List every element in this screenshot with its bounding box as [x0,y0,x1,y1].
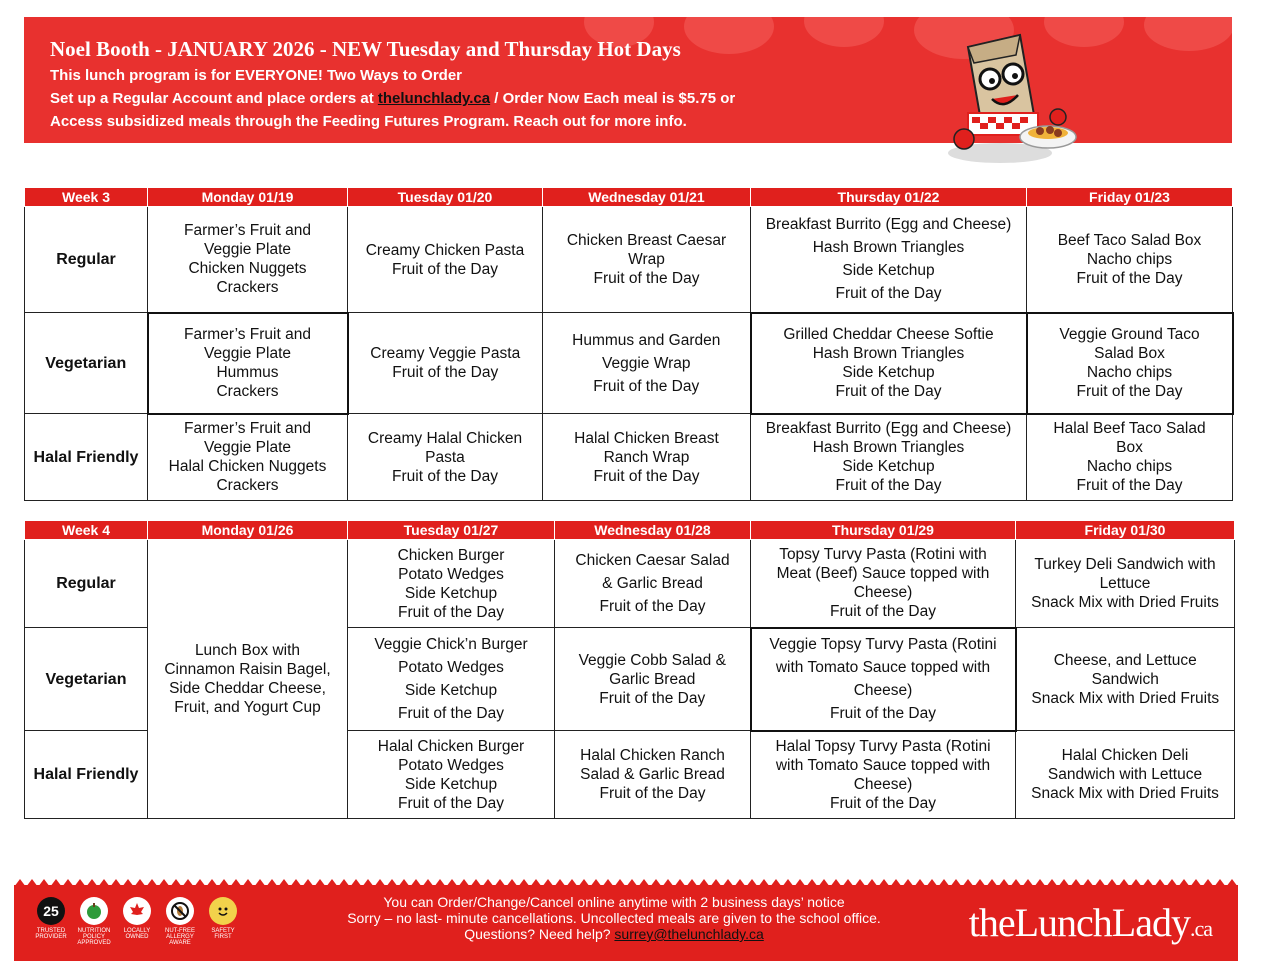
table-row [25,313,1233,414]
menu-item-line: Side Cheddar Cheese, [169,680,326,697]
nutrition-badge [75,897,113,946]
meal-type-label: Vegetarian [25,628,148,731]
menu-cell [1027,414,1233,501]
menu-item-line: Box [1116,439,1143,457]
menu-item-line: Chicken Nuggets [188,260,307,278]
menu-item-line: Nacho chips [1086,250,1173,268]
footer-line-2: Sorry – no last- minute cancellations. Uncollected meals are given to the school office. [347,910,881,926]
menu-item-line: Halal Chicken Burger [377,737,525,755]
menu-item-line: Cinnamon Raisin Bagel, [164,661,331,678]
menu-item-line: Breakfast Burrito (Egg and Cheese) [765,216,1012,234]
menu-item-line: Veggie Topsy Turvy Pasta (Rotini [769,636,997,653]
table-row [25,540,1235,628]
maple-leaf-icon [123,897,151,925]
menu-item-line: Fruit of the Day [835,477,942,495]
menu-item-line: Chicken Burger [397,546,505,564]
day-header: Tuesday 01/27 [348,521,555,540]
menu-item-line: Turkey Deli Sandwich with [1034,556,1216,573]
menu-item-line: Hummus [216,364,279,381]
menu-item-line: Fruit of the Day [599,598,706,615]
menu-cell [1027,207,1233,313]
week-label: Week 4 [25,521,148,540]
meal-type-label: Vegetarian [25,313,148,414]
footer-line-3 [314,926,914,942]
menu-item-line: Breakfast Burrito (Egg and Cheese) [765,420,1012,438]
menu-item-line: & Garlic Bread [602,575,703,592]
menu-item-line: Cheese) [853,775,913,793]
footer-line-1: You can Order/Change/Cancel online anytime with 2 business days’ notice [383,894,845,910]
day-header: Wednesday 01/28 [555,521,751,540]
badge-label: LOCALLY OWNED [123,928,151,940]
week-4-menu-table [24,520,1235,819]
menu-item-line: Veggie Chick’n Burger [374,636,528,653]
menu-item-line: Fruit of the Day [398,794,504,812]
header-line-2-pre: Set up a Regular Account and place orders at [50,90,378,107]
badge-label: SAFETY FIRST [211,928,235,940]
menu-item-line: Side Ketchup [842,262,935,280]
support-email-link[interactable]: surrey@thelunchlady.ca [614,926,764,942]
menu-cell [751,731,1016,819]
menu-item-line: Fruit of the Day [830,794,936,812]
locally-owned-badge [118,897,156,946]
menu-cell [348,414,543,501]
day-header: Tuesday 01/20 [348,188,543,207]
nut-free-badge [161,897,199,946]
meal-type-label: Halal Friendly [25,414,148,501]
menu-item-line: Fruit of the Day [1076,383,1183,400]
menu-item-line: Nacho chips [1086,458,1173,476]
safety-first-badge [204,897,242,946]
menu-item-line: Veggie Cobb Salad & [578,651,726,669]
menu-item-line: Fruit of the Day [835,285,942,303]
menu-cell [555,540,751,628]
menu-item-line: Halal Topsy Turvy Pasta (Rotini [775,737,991,755]
menu-cell [751,628,1016,731]
menu-cell [1016,540,1235,628]
menu-item-line: Chicken Caesar Salad [575,552,730,569]
menu-cell [751,313,1027,414]
menu-item-line: Farmer’s Fruit and [184,326,311,343]
header-line-2 [50,90,735,107]
menu-cell [148,414,348,501]
menu-cell [1016,731,1235,819]
menu-item-line: Snack Mix with Dried Fruits [1031,594,1219,611]
menu-item-line: Side Ketchup [404,775,498,793]
menu-item-line: Lettuce [1099,575,1151,592]
menu-item-line: Salad Box [1094,345,1165,362]
header-line-3: Access subsidized meals through the Feeding Futures Program. Reach out for more info. [50,113,687,130]
menu-item-line: Fruit of the Day [830,603,936,621]
table-row [25,207,1233,313]
menu-item-line: Fruit of the Day [593,377,700,395]
menu-cell [1027,313,1233,414]
menu-item-line: Veggie Plate [203,439,292,457]
menu-item-line: Ranch Wrap [603,448,690,466]
menu-item-line: Hash Brown Triangles [812,345,965,362]
footer-banner [14,885,1238,961]
footer-line-3-pre: Questions? Need help? [464,926,615,942]
page-title: Noel Booth - JANUARY 2026 - NEW Tuesday and Thursday Hot Days [50,37,681,61]
meal-type-label: Regular [25,207,148,313]
menu-item-line: Creamy Chicken Pasta [365,241,525,259]
header-line-2-post: / Order Now Each meal is $5.75 or [490,90,736,107]
meal-type-label: Halal Friendly [25,731,148,819]
day-header: Friday 01/30 [1016,521,1235,540]
menu-item-line: Veggie Ground Taco [1059,326,1200,343]
menu-item-line: Creamy Veggie Pasta [370,345,521,362]
menu-item-line: Fruit of the Day [398,603,504,621]
day-header: Thursday 01/22 [751,188,1027,207]
menu-item-line: Fruit of the Day [398,705,504,722]
menu-item-line: Potato Wedges [398,659,504,676]
menu-cell [148,207,348,313]
day-header: Friday 01/23 [1027,188,1233,207]
menu-item-line: with Tomato Sauce topped with [775,756,991,774]
week-4-header-row [25,521,1235,540]
menu-item-line: Cheese) [853,682,913,699]
menu-cell [751,207,1027,313]
menu-cell [555,731,751,819]
menu-cell [348,540,555,628]
order-link[interactable]: thelunchlady.ca [377,90,491,107]
menu-cell [348,207,543,313]
menu-item-line: Side Ketchup [404,682,498,699]
week-label: Week 3 [25,188,148,207]
menu-item-line: Side Ketchup [842,458,935,476]
menu-item-line: Crackers [216,279,279,297]
menu-item-line: Fruit of the Day [599,689,706,707]
menu-item-line: Wrap [628,251,665,268]
trusted-provider-badge [32,897,70,946]
menu-item-line: Fruit, and Yogurt Cup [174,699,321,716]
badge-label: NUT-FREE ALLERGY AWARE [165,928,195,946]
menu-cell [1016,628,1235,731]
menu-item-line: Hash Brown Triangles [812,439,965,457]
menu-cell [348,628,555,731]
menu-item-line: Sandwich with Lettuce [1047,766,1203,783]
header-line-1: This lunch program is for EVERYONE! Two Ways to Order [50,67,462,84]
menu-item-line: Pasta [425,448,465,466]
menu-cell [555,628,751,731]
menu-item-line: Cheese, and Lettuce [1053,651,1197,669]
footer-notice [314,894,914,942]
day-header: Wednesday 01/21 [543,188,751,207]
menu-item-line: Beef Taco Salad Box [1057,231,1202,249]
menu-cell [543,414,751,501]
menu-cell [543,207,751,313]
menu-item-line: Fruit of the Day [599,785,706,802]
menu-cell [348,731,555,819]
week-3-header-row [25,188,1233,207]
monday-lunch-box-cell [148,540,348,819]
menu-item-line: Fruit of the Day [830,705,936,722]
menu-item-line: Crackers [216,477,279,495]
menu-item-line: Potato Wedges [398,756,504,774]
nut-free-icon [166,897,194,925]
menu-item-line: Halal Chicken Ranch [580,747,725,764]
menu-item-line: Veggie Wrap [602,354,691,372]
menu-item-line: Farmer’s Fruit and [184,222,311,240]
menu-item-line: Fruit of the Day [1076,477,1183,495]
menu-item-line: Hash Brown Triangles [812,239,965,257]
menu-item-line: Cheese) [853,584,913,602]
smiley-icon [209,897,237,925]
table-row [25,414,1233,501]
menu-item-line: Nacho chips [1086,364,1173,381]
menu-item-line: Crackers [216,383,279,400]
menu-cell [148,313,348,414]
brand-logo [969,899,1212,946]
badge-label: TRUSTED PROVIDER [35,928,67,940]
menu-cell [751,540,1016,628]
day-header: Thursday 01/29 [751,521,1016,540]
menu-cell [751,414,1027,501]
menu-cell [543,313,751,414]
menu-item-line: Fruit of the Day [835,383,942,400]
menu-item-line: Snack Mix with Dried Fruits [1031,785,1219,802]
menu-item-line: Potato Wedges [398,565,504,583]
menu-item-line: Farmer’s Fruit and [184,420,311,438]
menu-item-line: Halal Chicken Deli [1061,747,1189,764]
day-header: Monday 01/19 [148,188,348,207]
day-header: Monday 01/26 [148,521,348,540]
brand-name: theLunchLady [968,900,1190,945]
meal-type-label: Regular [25,540,148,628]
menu-cell [348,313,543,414]
menu-item-line: Sandwich [1091,670,1159,688]
menu-item-line: Halal Chicken Nuggets [168,458,327,476]
menu-item-line: Fruit of the Day [392,467,498,485]
badge-25-icon: 25 [37,897,65,925]
menu-item-line: Fruit of the Day [392,364,499,381]
footer-zigzag-edge [14,877,1238,887]
menu-item-line: Lunch Box with [194,642,301,659]
menu-item-line: Fruit of the Day [392,260,498,278]
menu-item-line: Snack Mix with Dried Fruits [1031,689,1220,707]
brand-suffix: .ca [1189,916,1212,941]
menu-item-line: Garlic Bread [609,670,696,688]
menu-item-line: Topsy Turvy Pasta (Rotini with [779,546,987,564]
menu-item-line: Creamy Halal Chicken [367,429,523,447]
menu-item-line: Salad & Garlic Bread [580,766,725,783]
menu-item-line: Veggie Plate [203,241,292,259]
menu-item-line: Meat (Beef) Sauce topped with [776,565,990,583]
menu-item-line: Veggie Plate [203,345,292,362]
menu-item-line: Fruit of the Day [1076,269,1183,287]
menu-item-line: Chicken Breast Caesar [566,232,727,249]
menu-item-line: Hummus and Garden [572,331,721,349]
menu-item-line: Halal Beef Taco Salad [1053,420,1206,438]
badge-row [32,897,242,946]
lunch-bag-mascot-icon [938,27,1078,167]
apple-icon [80,897,108,925]
menu-item-line: with Tomato Sauce topped with [775,659,991,676]
menu-item-line: Grilled Cheddar Cheese Softie [783,326,994,343]
menu-item-line: Halal Chicken Breast [574,429,719,447]
menu-item-line: Side Ketchup [404,584,498,602]
menu-item-line: Fruit of the Day [593,270,700,287]
menu-item-line: Side Ketchup [842,364,935,381]
badge-label: NUTRITION POLICY APPROVED [77,928,111,946]
week-3-menu-table [24,187,1234,501]
menu-item-line: Fruit of the Day [593,467,700,485]
